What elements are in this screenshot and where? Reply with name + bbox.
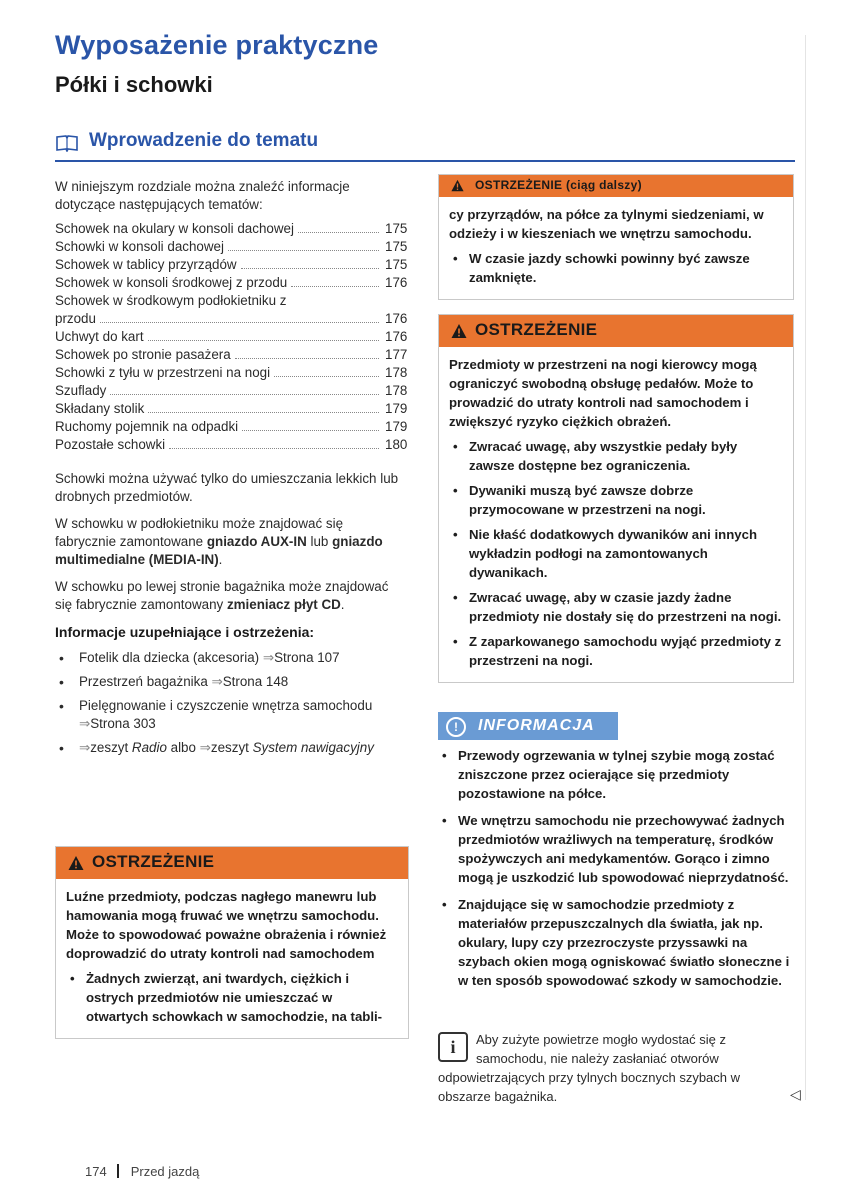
warning-bullet: • Nie kłaść dodatkowych dywaników ani innych wykładzin podłogi na zamontowanych dywanikach. <box>449 525 783 582</box>
info-icon: ! <box>446 717 466 737</box>
warning-text: cy przyrządów, na półce za tylnymi siedzeniami, w odzieży i w kieszeniach we wnętrzu samochodu. <box>449 207 764 241</box>
cd-changer-term: zmieniacz płyt CD <box>226 597 341 612</box>
toc-label: Schowek po stronie pasażera <box>55 347 231 362</box>
warning-title: OSTRZEŻENIE <box>92 852 215 871</box>
toc-label: Pozostałe schowki <box>55 437 166 452</box>
warning-bullet: • W czasie jazdy schowki powinny być zawsze zamknięte. <box>449 249 783 287</box>
aux-in-term: gniazdo AUX-IN <box>206 534 307 549</box>
intro-text: W niniejszym rozdziale można znaleźć informacje dotyczące następujących tematów: <box>55 179 350 212</box>
warning-bullet: • Zwracać uwagę, aby w czasie jazdy żadne przedmioty nie dostały się do przestrzeni na nogi. <box>449 588 783 626</box>
warning-bullet: • Dywaniki muszą być zawsze dobrze przymocowane w przestrzeni na nogi. <box>449 481 783 519</box>
nav-booklet-link[interactable]: System nawigacyjny <box>252 740 374 755</box>
reference-item[interactable]: • Przestrzeń bagażnika ⇒Strona 148 <box>55 673 407 691</box>
toc-label: Schowki w konsoli dachowej <box>55 239 224 254</box>
toc-item[interactable] <box>55 292 407 328</box>
page-footer <box>85 1164 199 1179</box>
arrow-icon: ⇒ <box>211 674 223 689</box>
page-link[interactable]: Strona 303 <box>90 716 156 731</box>
warning-icon <box>451 179 464 192</box>
toc-page: 176 <box>385 275 408 290</box>
toc-item[interactable] <box>55 238 407 256</box>
warning-icon <box>451 323 467 339</box>
warning-box <box>438 314 794 683</box>
reference-item[interactable]: • ⇒zeszyt Radio albo ⇒zeszyt System nawigacyjny <box>55 739 407 757</box>
toc-page: 175 <box>385 221 408 236</box>
note <box>438 1030 790 1106</box>
note-text: Aby zużyte powietrze mogło wydostać się z samochodu, nie należy zasłaniać otworów odpowietrzających przy tylnych bocznych szybach w obszarze bagażnika. <box>438 1032 741 1104</box>
page-link[interactable]: Strona 148 <box>222 674 289 689</box>
left-column <box>55 178 407 763</box>
arrow-icon: ⇒ <box>79 716 91 731</box>
toc-label: Schowek na okulary w konsoli dachowej <box>55 221 294 236</box>
toc-page: 180 <box>385 437 408 452</box>
toc-label: Schowki z tyłu w przestrzeni na nogi <box>55 365 271 380</box>
reference-item[interactable]: • Pielęgnowanie i czyszczenie wnętrza samochodu ⇒Strona 303 <box>55 697 407 733</box>
toc-page: 178 <box>385 383 408 398</box>
paragraph: W schowku po lewej stronie bagażnika może znajdować się fabrycznie zamontowany zmieniacz płyt CD. <box>55 579 389 612</box>
footer-section: Przed jazdą <box>130 1164 200 1179</box>
info-title: INFORMACJA <box>478 717 595 734</box>
more-info-heading: Informacje uzupełniające i ostrzeżenia: <box>55 624 315 640</box>
chapter-title: Wyposażenie praktyczne <box>55 30 379 60</box>
warning-icon <box>68 855 84 871</box>
warning-title: OSTRZEŻENIE (ciąg dalszy) <box>475 178 642 192</box>
toc-label: Schowek w konsoli środkowej z przodu <box>55 275 288 290</box>
toc-page: 176 <box>385 329 408 344</box>
toc-item[interactable] <box>55 220 407 238</box>
info-badge <box>438 712 618 740</box>
toc-item[interactable] <box>55 382 407 400</box>
arrow-icon: ⇒ <box>262 650 275 665</box>
toc-label: Składany stolik <box>55 401 145 416</box>
paragraph: W schowku w podłokietniku może znajdować się fabrycznie zamontowane gniazdo AUX-IN lub gniazdo multimedialne (MEDIA-IN). <box>55 516 383 567</box>
toc-item[interactable] <box>55 274 407 292</box>
warning-body <box>56 879 408 1038</box>
footer-divider <box>117 1164 119 1178</box>
toc-item[interactable] <box>55 256 407 274</box>
toc-list <box>55 220 407 454</box>
book-icon <box>55 134 79 152</box>
toc-item[interactable] <box>55 418 407 436</box>
toc-item[interactable] <box>55 364 407 382</box>
warning-bullet: • Żadnych zwierząt, ani twardych, ciężkich i ostrych przedmiotów nie umieszczać w otwartych schowkach w samochodzie, na tabli- <box>66 969 398 1026</box>
warning-header <box>439 315 793 347</box>
toc-label: Schowek w tablicy przyrządów <box>55 257 237 272</box>
warning-body <box>439 347 793 682</box>
media-in-term: gniazdo multimedialne (MEDIA-IN) <box>55 534 383 567</box>
toc-item[interactable] <box>55 328 407 346</box>
arrow-icon: ⇒ <box>79 740 91 755</box>
intro-heading-label: Wprowadzenie do tematu <box>89 130 319 151</box>
warning-title: OSTRZEŻENIE <box>475 320 598 339</box>
toc-label: Ruchomy pojemnik na odpadki <box>55 419 239 434</box>
warning-text: Luźne przedmioty, podczas nagłego manewru lub hamowania mogą fruwać we wnętrzu samochodu. Może to spowodować poważne obrażenia i również doprowadzić do utraty kontroli nad samochodem <box>66 889 387 961</box>
continue-arrow-icon: ◁ <box>790 1086 801 1102</box>
toc-item[interactable] <box>55 436 407 454</box>
info-list <box>438 746 792 998</box>
warning-header <box>439 175 793 197</box>
warning-header <box>56 847 408 879</box>
arrow-icon: ⇒ <box>199 740 211 755</box>
warning-bullet: • Zwracać uwagę, aby wszystkie pedały były zawsze dostępne bez ograniczenia. <box>449 437 783 475</box>
radio-booklet-link[interactable]: Radio <box>131 740 167 755</box>
toc-page: 179 <box>385 419 408 434</box>
warning-text: Przedmioty w przestrzeni na nogi kierowcy mogą ograniczyć swobodną obsługę pedałów. Może to prowadzić do utraty kontroli nad samochodem i zwiększyć ryzyko ciężkich obrażeń. <box>449 357 757 429</box>
paragraph: Schowki można używać tylko do umieszczania lekkich lub drobnych przedmiotów. <box>55 471 399 504</box>
toc-item[interactable] <box>55 400 407 418</box>
intro-heading <box>55 130 795 162</box>
toc-label: Uchwyt do kart <box>55 329 144 344</box>
section-title: Półki i schowki <box>55 72 213 97</box>
toc-page: 175 <box>385 257 408 272</box>
page-edge-divider <box>805 35 806 1100</box>
toc-page: 179 <box>385 401 408 416</box>
page-link[interactable]: Strona 107 <box>274 650 340 665</box>
page-number: 174 <box>85 1164 107 1179</box>
toc-label: Szuflady <box>55 383 107 398</box>
info-bullet: • We wnętrzu samochodu nie przechowywać żadnych przedmiotów wrażliwych na temperaturę, środków spożywczych ani medykamentów. Gorąco i zimno mogą je uszkodzić lub spowodować nieprzydatność. <box>438 811 792 887</box>
warning-body <box>439 197 793 299</box>
warning-box <box>55 846 409 1039</box>
warning-bullet: • Z zaparkowanego samochodu wyjąć przedmioty z przestrzeni na nogi. <box>449 632 783 670</box>
toc-page: 176 <box>385 311 408 326</box>
toc-item[interactable] <box>55 346 407 364</box>
warning-continued-box <box>438 174 794 300</box>
toc-page: 178 <box>385 365 408 380</box>
reference-item[interactable]: • Fotelik dla dziecka (akcesoria) ⇒Strona 107 <box>55 649 407 667</box>
info-bullet: • Przewody ogrzewania w tylnej szybie mogą zostać zniszczone przez ocierające się przedmioty pozostawione na półce. <box>438 746 792 803</box>
info-bullet: • Znajdujące się w samochodzie przedmioty z materiałów przepuszczalnych dla światła, jak np. okulary, lupy czy przezroczyste przyssawki na szybach okien mogą ogniskować światło słoneczne i w ten sposób spowodować szkody w samochodzie. <box>438 895 792 990</box>
info-note-icon: i <box>438 1032 468 1062</box>
toc-page: 175 <box>385 239 408 254</box>
reference-list <box>55 649 407 757</box>
toc-label-cont: przodu <box>55 311 96 326</box>
toc-label: Schowek w środkowym podłokietniku z <box>55 293 287 308</box>
toc-page: 177 <box>385 347 408 362</box>
